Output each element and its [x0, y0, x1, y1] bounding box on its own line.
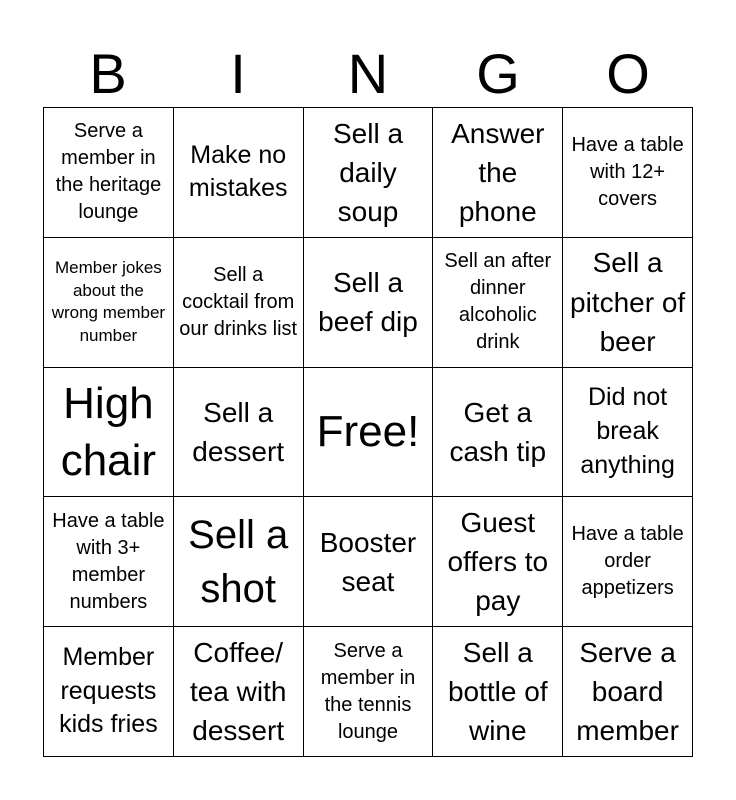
bingo-cell[interactable]	[433, 108, 563, 238]
bingo-cell[interactable]	[174, 627, 304, 757]
bingo-cell[interactable]	[44, 238, 174, 368]
cell-text: Free!	[316, 407, 420, 457]
cell-text: Member requests kids fries	[59, 642, 158, 739]
header-letter-b: B	[89, 42, 127, 105]
bingo-cell[interactable]	[44, 627, 174, 757]
bingo-cell[interactable]	[563, 108, 693, 238]
cell-text: Answer the phone	[451, 117, 545, 227]
cell-text: Member jokes about the wrong member number	[51, 257, 166, 345]
bingo-cell[interactable]	[433, 497, 563, 627]
header-letter-g: G	[476, 42, 520, 105]
cell-text: Booster seat	[319, 526, 417, 597]
bingo-cell[interactable]	[174, 497, 304, 627]
bingo-cell[interactable]	[174, 238, 304, 368]
header-letter-i: I	[230, 42, 246, 105]
cell-text: Sell a pitcher of beer	[570, 247, 686, 357]
bingo-cell[interactable]	[563, 497, 693, 627]
cell-text: Serve a member in the heritage lounge	[55, 120, 162, 224]
cell-text: Sell a beef dip	[318, 267, 418, 338]
bingo-cell[interactable]	[433, 368, 563, 498]
bingo-cell[interactable]	[433, 627, 563, 757]
bingo-cell[interactable]	[563, 238, 693, 368]
bingo-cell[interactable]	[44, 108, 174, 238]
free-space[interactable]	[304, 368, 434, 498]
cell-text: Have a table order appetizers	[571, 523, 684, 600]
bingo-cell[interactable]	[174, 368, 304, 498]
cell-text: Sell a bottle of wine	[447, 636, 548, 747]
cell-text: Have a table with 12+ covers	[571, 133, 684, 210]
cell-text: Sell a dessert	[192, 396, 285, 467]
bingo-cell[interactable]	[44, 368, 174, 498]
bingo-cell[interactable]	[563, 627, 693, 757]
cell-text: Serve a board member	[576, 636, 679, 747]
cell-text: Guest offers to pay	[447, 507, 549, 617]
cell-text: Make no mistakes	[188, 140, 288, 203]
cell-text: Sell a shot	[188, 512, 289, 611]
cell-text: Serve a member in the tennis lounge	[320, 639, 416, 743]
cell-text: Coffee/ tea with dessert	[189, 636, 287, 747]
cell-text: Get a cash tip	[449, 396, 547, 467]
bingo-cell[interactable]	[44, 497, 174, 627]
cell-text: Sell a daily soup	[332, 117, 404, 227]
bingo-header	[43, 40, 693, 108]
cell-text: Sell a cocktail from our drinks list	[179, 263, 298, 340]
bingo-grid	[43, 107, 693, 757]
cell-text: Did not break anything	[580, 383, 675, 479]
bingo-cell[interactable]	[563, 368, 693, 498]
bingo-cell[interactable]	[304, 627, 434, 757]
header-letter-n: N	[347, 42, 389, 105]
bingo-cell[interactable]	[174, 108, 304, 238]
cell-text: High chair	[60, 378, 157, 485]
header-letter-o: O	[606, 42, 650, 105]
cell-text: Sell an after dinner alcoholic drink	[444, 250, 552, 354]
cell-text: Have a table with 3+ member numbers	[52, 509, 165, 613]
bingo-cell[interactable]	[304, 497, 434, 627]
bingo-cell[interactable]	[304, 108, 434, 238]
bingo-cell[interactable]	[433, 238, 563, 368]
bingo-cell[interactable]	[304, 238, 434, 368]
